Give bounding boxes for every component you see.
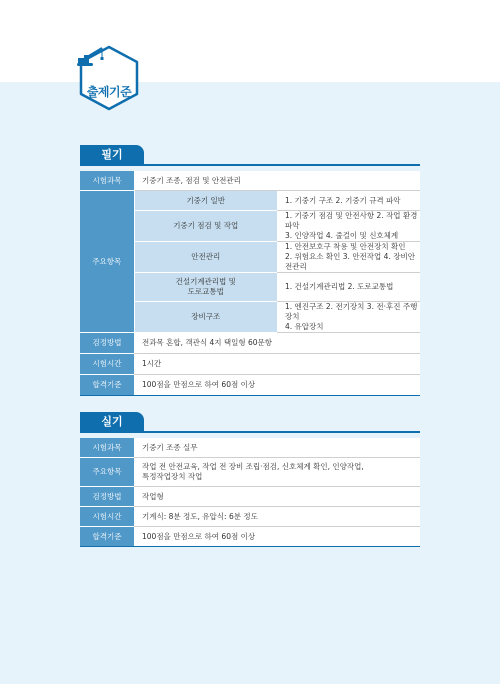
subject-header: 시험과목 [80, 171, 134, 191]
detail-line: 작업 전 안전교육, 작업 전 장비 조립·점검, 신호체계 확인, 인양작업, [142, 462, 364, 471]
time-header: 시험시간 [80, 354, 134, 375]
main-items-value [134, 458, 420, 487]
main-item-name: 기중기 점검 및 작업 [134, 211, 277, 242]
detail-line: 3. 인양작업 4. 줄걸이 및 신호체계 [285, 231, 399, 240]
main-item-detail: 1. 기중기 구조 2. 기중기 규격 파악 [277, 191, 420, 211]
table-row [80, 487, 420, 507]
table-row [80, 171, 420, 191]
main-item-detail [277, 302, 420, 333]
table-row [80, 191, 420, 211]
table-row [80, 527, 420, 547]
criteria-badge [76, 45, 142, 111]
written-section-divider [80, 164, 420, 166]
method-header: 검정방법 [80, 333, 134, 354]
badge-label: 출제기준 [86, 85, 132, 99]
time-value: 기계식: 8분 정도, 유압식: 6분 정도 [134, 507, 420, 527]
subject-value: 기중기 조종 실무 [134, 438, 420, 458]
table-row [80, 438, 420, 458]
detail-line: 4. 유압장치 [285, 322, 324, 331]
main-items-header: 주요항목 [80, 191, 134, 333]
main-item-detail [277, 242, 420, 273]
item-name-line: 건설기계관리법 및 [175, 277, 236, 286]
method-header: 검정방법 [80, 487, 134, 507]
table-row [80, 458, 420, 487]
method-value: 작업형 [134, 487, 420, 507]
subject-header: 시험과목 [80, 438, 134, 458]
main-item-name: 안전관리 [134, 242, 277, 273]
main-item-detail [277, 211, 420, 242]
method-value: 전과목 혼합, 객관식 4지 택일형 60문항 [134, 333, 420, 354]
main-item-detail: 1. 건설기계관리법 2. 도로교통법 [277, 273, 420, 302]
main-items-header: 주요항목 [80, 458, 134, 487]
pass-value: 100점을 만점으로 하여 60점 이상 [134, 375, 420, 396]
written-criteria-table [80, 171, 420, 396]
detail-line: 1. 엔진구조 2. 전기장치 3. 전·후진 주행장치 [285, 302, 418, 321]
table-row [80, 507, 420, 527]
pass-header: 합격기준 [80, 375, 134, 396]
subject-value: 기중기 조종, 점검 및 안전관리 [134, 171, 420, 191]
table-row [80, 375, 420, 396]
detail-line: 1. 안전보호구 착용 및 안전장치 확인 [285, 242, 406, 251]
table-row [80, 354, 420, 375]
practical-section-divider [80, 431, 420, 433]
main-item-name [134, 273, 277, 302]
pass-value: 100점을 만점으로 하여 60점 이상 [134, 527, 420, 547]
time-value: 1시간 [134, 354, 420, 375]
main-item-name: 기중기 일반 [134, 191, 277, 211]
detail-line: 특정작업장치 작업 [142, 472, 203, 481]
practical-section-title: 실기 [80, 412, 144, 431]
page-top-band [0, 0, 500, 82]
time-header: 시험시간 [80, 507, 134, 527]
written-section-title: 필기 [80, 145, 144, 164]
pass-header: 합격기준 [80, 527, 134, 547]
main-item-name: 장비구조 [134, 302, 277, 333]
detail-line: 2. 위험요소 확인 3. 안전작업 4. 장비안전관리 [285, 252, 415, 271]
detail-line: 1. 기중기 점검 및 안전사항 2. 작업 환경 파악 [285, 211, 418, 230]
item-name-line: 도로교통법 [187, 287, 224, 296]
crane-icon [76, 45, 106, 69]
practical-criteria-table [80, 438, 420, 547]
table-row [80, 333, 420, 354]
